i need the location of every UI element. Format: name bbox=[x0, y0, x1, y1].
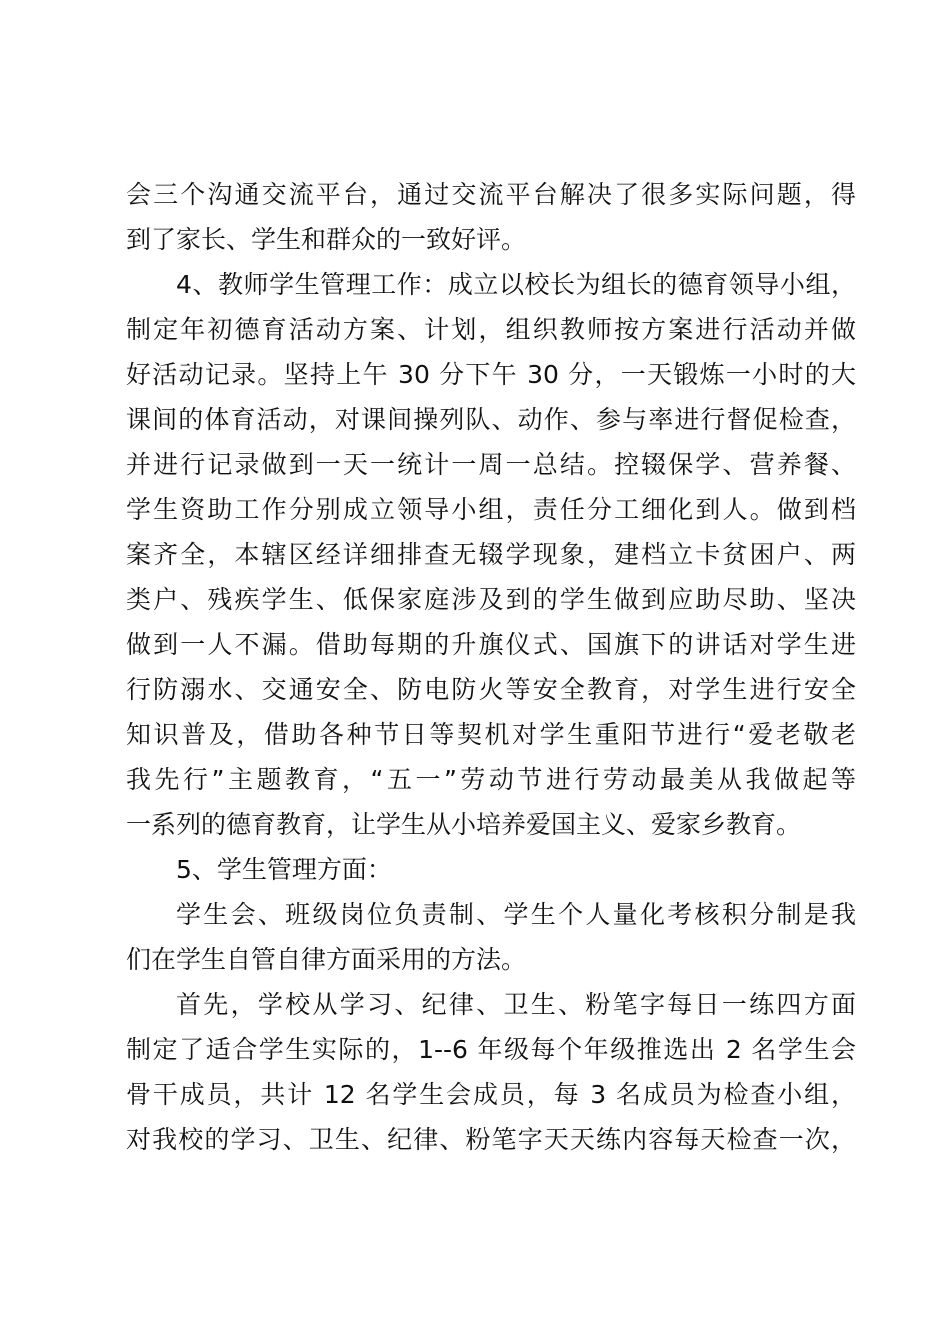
text-line: 制定年初德育活动方案、计划，组织教师按方案进行活动并做 bbox=[126, 315, 856, 344]
text-line: 类户、残疾学生、低保家庭涉及到的学生做到应助尽助、坚决 bbox=[126, 585, 856, 614]
text-line: 一系列的德育教育，让学生从小培养爱国主义、爱家乡教育。 bbox=[126, 810, 802, 839]
paragraph-first bbox=[126, 982, 856, 1162]
document-page bbox=[126, 172, 856, 1162]
paragraph-item-5-heading bbox=[126, 847, 856, 892]
text-line: 4、教师学生管理工作：成立以校长为组长的德育领导小组， bbox=[176, 270, 856, 299]
paragraph-item-4 bbox=[126, 262, 856, 847]
text-line: 首先，学校从学习、纪律、卫生、粉笔字每日一练四方面 bbox=[176, 990, 856, 1019]
text-line: 对我校的学习、卫生、纪律、粉笔字天天练内容每天检查一次， bbox=[126, 1125, 856, 1154]
text-line: 行防溺水、交通安全、防电防火等安全教育，对学生进行安全 bbox=[126, 675, 856, 704]
text-line: 案齐全，本辖区经详细排查无辍学现象，建档立卡贫困户、两 bbox=[126, 540, 856, 569]
text-line: 5、学生管理方面： bbox=[176, 855, 392, 884]
text-line: 骨干成员，共计 12 名学生会成员，每 3 名成员为检查小组， bbox=[126, 1080, 856, 1109]
text-line: 做到一人不漏。借助每期的升旗仪式、国旗下的讲话对学生进 bbox=[126, 630, 856, 659]
text-line: 并进行记录做到一天一统计一周一总结。控辍保学、营养餐、 bbox=[126, 450, 856, 479]
text-line: 我先行”主题教育，“五一”劳动节进行劳动最美从我做起等 bbox=[126, 765, 856, 794]
text-line: 们在学生自管自律方面采用的方法。 bbox=[126, 945, 527, 974]
text-line: 知识普及，借助各种节日等契机对学生重阳节进行“爱老敬老 bbox=[126, 720, 856, 749]
text-line: 到了家长、学生和群众的一致好评。 bbox=[126, 225, 527, 254]
paragraph-continuation bbox=[126, 172, 856, 262]
text-line: 学生会、班级岗位负责制、学生个人量化考核积分制是我 bbox=[176, 900, 856, 929]
paragraph-student-council bbox=[126, 892, 856, 982]
text-line: 课间的体育活动，对课间操列队、动作、参与率进行督促检查， bbox=[126, 405, 856, 434]
text-line: 会三个沟通交流平台，通过交流平台解决了很多实际问题，得 bbox=[126, 180, 856, 209]
text-line: 制定了适合学生实际的，1--6 年级每个年级推选出 2 名学生会 bbox=[126, 1035, 856, 1064]
text-line: 好活动记录。坚持上午 30 分下午 30 分，一天锻炼一小时的大 bbox=[126, 360, 856, 389]
text-line: 学生资助工作分别成立领导小组，责任分工细化到人。做到档 bbox=[126, 495, 856, 524]
